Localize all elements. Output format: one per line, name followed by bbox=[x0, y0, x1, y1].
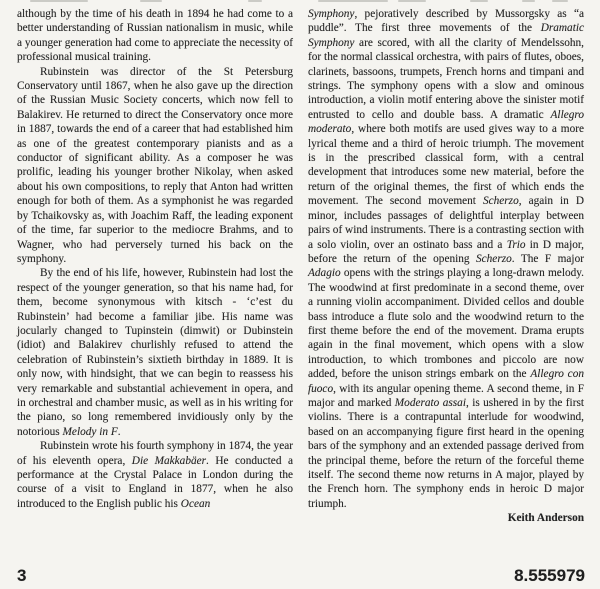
page-crop-artifact bbox=[470, 0, 488, 2]
paragraph: By the end of his life, however, Rubinstein had lost the respect of the younger generation, so that his name had, for them, become synonymous with kitsch - ‘c’est du Rubinstein’ had become a familiar jibe. His name was jocularly changed to Tupinstein (dimwit) or Dubinstein (idiot) and Balakirev churlishly refused to attend the celebration of Rubinstein’s sixtieth birthday in 1889. It is only now, with hindsight, that we can begin to reassess his very remarkable and substantial achievement in opera, and in orchestral and chamber music, as well as in his writing for the piano, so long remembered invidiously only by the notorious Melody in F. bbox=[17, 267, 293, 438]
paragraph: although by the time of his death in 1894 he had come to a better understanding of Russian nationalism in music, while a younger generation had come to appreciate the necessity of professional musical training. bbox=[17, 8, 293, 64]
text-column-left bbox=[17, 7, 293, 511]
page-crop-artifact bbox=[30, 0, 88, 2]
page-crop-artifact bbox=[140, 0, 162, 2]
text-column-right bbox=[308, 7, 584, 526]
author-credit: Keith Anderson bbox=[507, 512, 584, 525]
catalog-number: 8.555979 bbox=[514, 566, 585, 585]
page-number: 3 bbox=[17, 566, 27, 585]
page-crop-artifact bbox=[318, 0, 388, 2]
paragraph: Rubinstein wrote his fourth symphony in 1874, the year of his eleventh opera, Die Makkabäer. He conducted a performance at the Crystal Palace in London during the course of a visit to England in 1877, when he also introduced to the English public his Ocean bbox=[17, 440, 293, 510]
page-crop-artifact bbox=[248, 0, 262, 2]
paragraph: Symphony, pejoratively described by Mussorgsky as “a puddle”. The first three movements of the Dramatic Symphony are scored, with all the clarity of Mendelssohn, for the normal classical orchestra, with pairs of flutes, oboes, clarinets, bassoons, trumpets, French horns and timpani and strings. The symphony opens with a slow and ominous introduction, a violin motif entering above the sinister motif entrusted to cello and double bass. A dramatic Allegro moderato, where both motifs are used gives way to a more lyrical theme and a third of heroic triumph. The movement is in the prescribed classical form, with a central development that introduces some new material, before the return of the original themes, the first of which ends the movement. The second movement Scherzo, again in D minor, includes passages of delightful interplay between pairs of wind instruments. There is a contrasting section with a solo violin, over an ostinato bass and a Trio in D major, before the return of the opening Scherzo. The F major Adagio opens with the strings playing a long-drawn melody. The woodwind at first predominate in a second theme, over a running violin accompaniment. Divided cellos and double bass introduce a flute solo and the woodwind return to the first theme before the end of the movement. Drama erupts again in the final movement, which opens with a slow introduction, to which trombones and piccolo are now added, before the unison strings embark on the Allegro con fuoco, with its angular opening theme. A second theme, in F major and marked Moderato assai, is ushered in by the first violins. There is a contrapuntal interlude for woodwind, based on an accompanying figure first heard in the opening bars of the symphony and an extended passage derived from the principal theme, before the return of the forceful theme itself. The second theme now returns in A major, played by the French horn. The symphony ends in heroic D major triumph. bbox=[308, 8, 584, 510]
page-crop-artifact bbox=[552, 0, 568, 2]
page-crop-artifact bbox=[398, 0, 426, 2]
paragraph: Rubinstein was director of the St Petersburg Conservatory until 1867, when he also gave up the direction of the Russian Music Society concerts, which now fell to Balakirev. He returned to direct the Conservatory once more in 1887, towards the end of a career that had established him as one of the greatest contemporary pianists and as a conductor of significant ability. As a composer he was prolific, leading his younger brother Nikolay, when asked about his own compositions, to reply that Anton had written enough for both of them. As a symphonist he was regarded by Tchaikovsky as, with Joachim Raff, the leading exponent of the time, far superior to the mediocre Brahms, and to Wagner, who had perversely turned his back on the symphony. bbox=[17, 65, 293, 265]
page-crop-artifact bbox=[522, 0, 535, 2]
